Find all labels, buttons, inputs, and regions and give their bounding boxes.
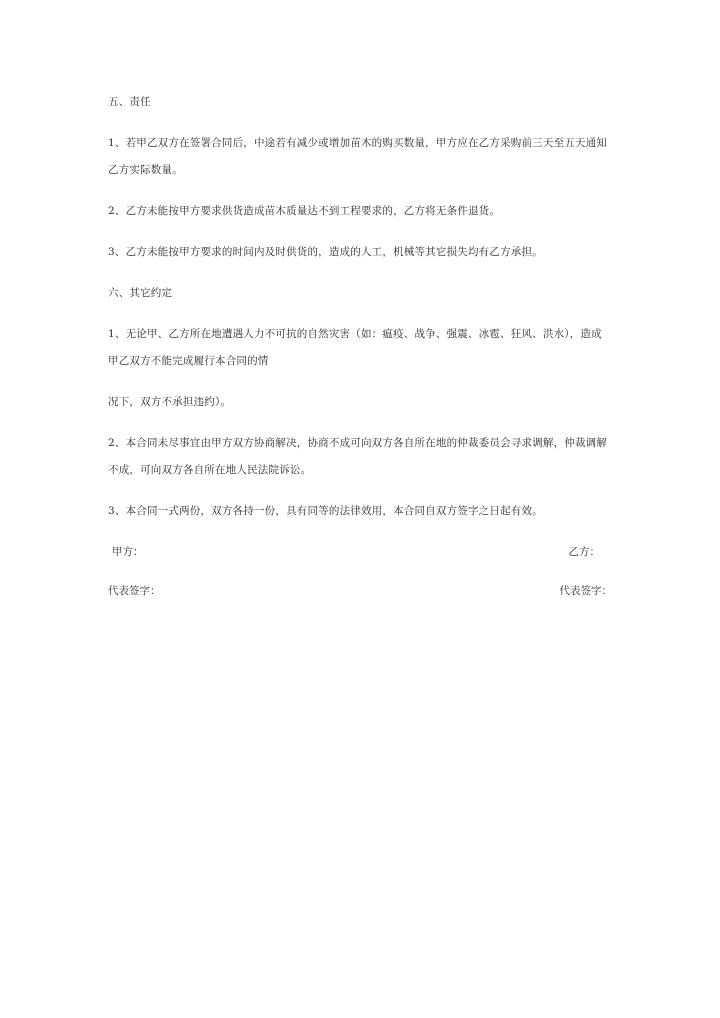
section-six-item1-line3: 况下，双方不承担违约）。 [108,396,232,408]
party-b-label: 乙方： [568,546,600,558]
section-six-item3: 3、本合同一式两份，双方各持一份，具有同等的法律效用，本合同自双方签字之日起有效。 [108,505,543,517]
section-six-item1-line1: 1、无论甲、乙方所在地遭遇人力不可抗的自然灾害（如：瘟疫、战争、强震、冰雹、狂风、洪水），造成 [108,328,602,340]
section-six-item2-line2: 不成，可向双方各自所在地人民法院诉讼。 [108,464,312,476]
section-five-heading: 五、责任 [108,96,151,108]
section-five-item2: 2、乙方未能按甲方要求供货造成苗木质量达不到工程要求的，乙方将无条件退货。 [108,205,501,217]
section-five-item1-line1: 1、若甲乙双方在签署合同后，中途若有减少或增加苗木的购买数量，甲方应在乙方采购前三天至五天通知 [108,137,608,149]
party-a-label: 甲方： [112,546,144,558]
section-six-item1-line2: 甲乙双方不能完成履行本合同的情 [108,355,269,367]
section-six-heading: 六、其它约定 [108,287,173,299]
section-five-item1-line2: 乙方实际数量。 [108,164,183,176]
rep-a-signature-label: 代表签字： [108,585,161,597]
section-five-item3: 3、乙方未能按甲方要求的时间内及时供货的，造成的人工，机械等其它损失均有乙方承担。 [108,246,543,258]
section-six-item2-line1: 2、本合同未尽事宜由甲方双方协商解决，协商不成可向双方各自所在地的仲裁委员会寻求调解，仲裁调解 [108,437,608,449]
rep-b-signature-label: 代表签字： [559,585,612,597]
